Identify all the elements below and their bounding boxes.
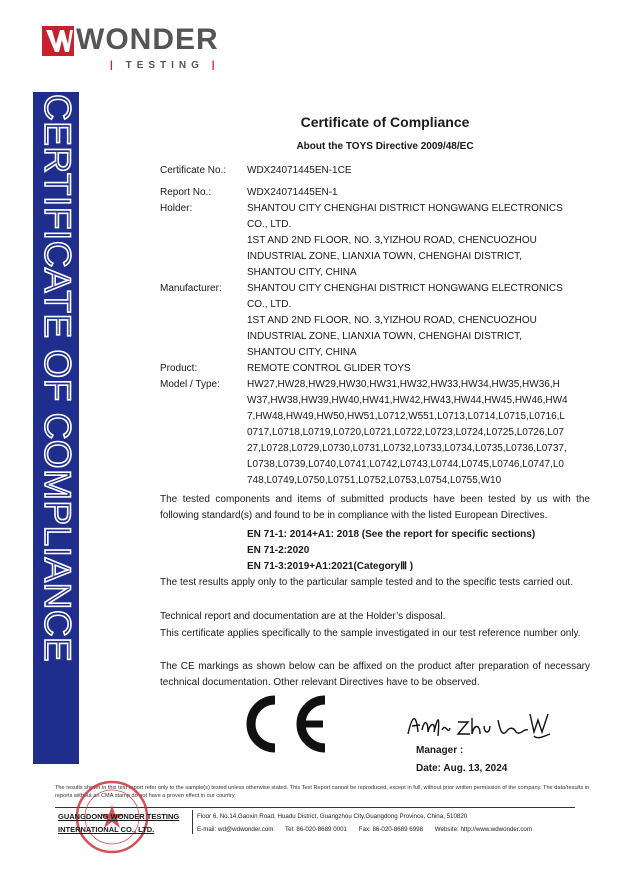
certificate-number-label: Certificate No.: (160, 165, 227, 176)
contact-email[interactable]: E-mail: wd@wdwonder.com (197, 826, 274, 833)
holder-line: 1ST AND 2ND FLOOR, NO. 3,YIZHOU ROAD, CHENCUOZHOU (247, 235, 537, 246)
contact-fax: Fax: 86-020-8689 6998 (358, 826, 424, 833)
contact-tel: Tel: 86-020-8689 0001 (285, 826, 347, 833)
manufacturer-line: INDUSTRIAL ZONE, LIANXIA TOWN, CHENGHAI DISTRICT, (247, 331, 522, 342)
footer-disclaimer: The results shown in this test report refer only to the sample(s) tested unless otherwise stated. This Test Report cannot be reproduced, except in full, without prior written permission of the company. The data/results in reports without an CMA stamp do not have a proven effect in our country. (55, 785, 590, 799)
holder-line: INDUSTRIAL ZONE, LIANXIA TOWN, CHENGHAI DISTRICT, (247, 251, 522, 262)
ce-paragraph: The CE markings as shown below can be affixed on the product after preparation of necessary technical documentation. Other relevant Directives have to be observed. (160, 661, 590, 688)
footer-company (58, 810, 179, 836)
banner-text: CERTIFICATE OF COMPLIANCE (37, 94, 78, 663)
holder-label: Holder: (160, 203, 193, 214)
vertical-banner (33, 92, 79, 764)
company-name-line1: GUANGDONG WONDER TESTING (58, 812, 180, 821)
report-number-value: WDX24071445EN-1 (247, 187, 338, 198)
technical-paragraph: Technical report and documentation are at the Holder’s disposal. (160, 611, 446, 622)
certificate-number-value: WDX24071445EN-1CE (247, 165, 352, 176)
company-logo (42, 24, 227, 70)
company-contact (197, 823, 542, 836)
holder-row (160, 201, 590, 281)
model-line: 0717,L0718,L0719,L0720,L0721,L0722,L0723,L0724,L0725,L0726,L07 (247, 427, 564, 438)
model-label: Model / Type: (160, 379, 220, 390)
model-value (247, 377, 590, 489)
holder-value (247, 201, 590, 281)
ce-mark-icon (233, 694, 329, 754)
model-line: HW27,HW28,HW29,HW30,HW31,HW32,HW33,HW34,HW35,HW36,H (247, 379, 560, 390)
holder-line: SHANTOU CITY CHENGHAI DISTRICT HONGWANG ELECTRONICS (247, 203, 563, 214)
logo-tagline: | TESTING | (110, 60, 220, 71)
product-label: Product: (160, 363, 198, 374)
holder-line: CO., LTD. (247, 219, 292, 230)
report-number-label: Report No.: (160, 187, 212, 198)
certificate-title: Certificate of Compliance (300, 114, 470, 130)
contact-website[interactable]: Website: http://www.wdwonder.com (434, 826, 533, 833)
results-paragraph: The test results apply only to the particular sample tested and to the specific tests carried out. (160, 577, 573, 588)
handwritten-signature-icon (402, 706, 552, 742)
manufacturer-row (160, 281, 590, 361)
manufacturer-line: 1ST AND 2ND FLOOR, NO. 3,YIZHOU ROAD, CHENCUOZHOU (247, 315, 537, 326)
product-row (160, 361, 590, 377)
manufacturer-label: Manufacturer: (160, 283, 222, 294)
standard-item: EN 71-3:2019+A1:2021(CategoryⅢ ) (247, 561, 414, 572)
report-number-row (160, 185, 590, 201)
certificate-fields (160, 163, 590, 489)
standard-item: EN 71-2:2020 (247, 545, 310, 556)
applies-paragraph: This certificate applies specifically to the sample investigated in our test reference number only. (160, 628, 581, 639)
footer-separator (192, 810, 193, 834)
company-name-line2: INTERNATIONAL CO., LTD. (58, 825, 155, 834)
directive-subtitle: About the TOYS Directive 2009/48/EC (296, 141, 474, 152)
logo-wordmark: WONDER (76, 23, 219, 56)
issue-date: Date: Aug. 13, 2024 (416, 763, 508, 774)
standard-item: EN 71-1: 2014+A1: 2018 (See the report for specific sections) (247, 529, 536, 540)
wonder-w-logo-icon (42, 26, 74, 56)
model-line: L0738,L0739,L0740,L0741,L0742,L0743,L0744,L0745,L0746,L0747,L0 (247, 459, 564, 470)
model-line: 748,L0749,L0750,L0751,L0752,L0753,L0754,L0755,W10 (247, 475, 502, 486)
holder-line: SHANTOU CITY, CHINA (247, 267, 357, 278)
model-line: 27,L0728,L0729,L0730,L0731,L0732,L0733,L0734,L0735,L0736,L0737, (247, 443, 567, 454)
product-value: REMOTE CONTROL GLIDER TOYS (247, 363, 411, 374)
certificate-number-row (160, 163, 590, 179)
manufacturer-line: SHANTOU CITY CHENGHAI DISTRICT HONGWANG ELECTRONICS (247, 283, 563, 294)
footer-address-block (197, 810, 542, 836)
model-line: W37,HW38,HW39,HW40,HW41,HW42,HW43,HW44,HW45,HW46,HW4 (247, 395, 568, 406)
model-line: 7,HW48,HW49,HW50,HW51,L0712,W551,L0713,L0714,L0715,L0716,L (247, 411, 565, 422)
model-row (160, 377, 590, 489)
manager-label: Manager : (416, 745, 464, 756)
company-address: Floor 6, No.14,Gaoxin Road, Huadu District, Guangzhou City,Guangdong Province, China, 510820 (197, 813, 468, 820)
tested-paragraph: The tested components and items of submitted products have been tested by us with the following standard(s) and found to be in compliance with the listed European Directives. (160, 494, 590, 521)
manufacturer-line: CO., LTD. (247, 299, 292, 310)
manufacturer-value (247, 281, 590, 361)
manufacturer-line: SHANTOU CITY, CHINA (247, 347, 357, 358)
